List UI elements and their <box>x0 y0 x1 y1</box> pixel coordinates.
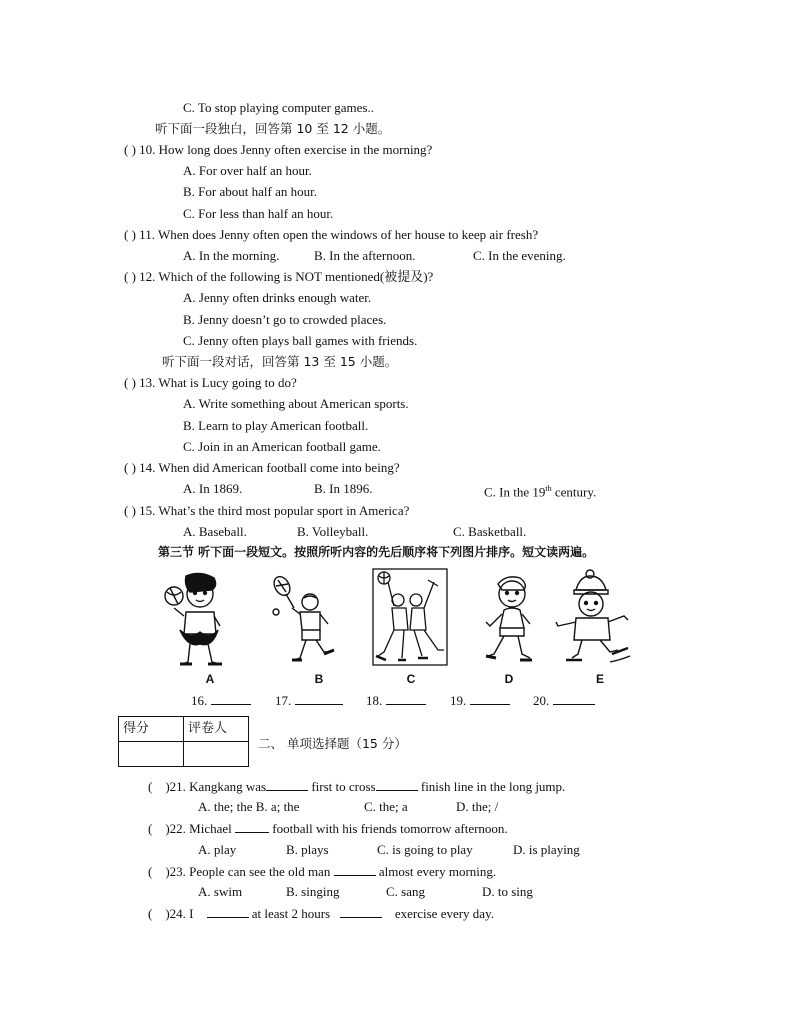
volleyball-players-icon <box>372 568 448 668</box>
q14-option-c: C. In the 19th century. <box>484 484 597 500</box>
q12-option-c: C. Jenny often plays ball games with friends. <box>183 333 418 348</box>
picture-label-b: B <box>314 672 324 686</box>
q14-option-a: A. In 1869. <box>183 481 243 496</box>
q13-option-c: C. Join in an American football game. <box>183 439 381 454</box>
answer-blank-17[interactable]: 17. <box>275 692 343 709</box>
score-table <box>118 716 249 767</box>
score-cell[interactable] <box>119 742 184 767</box>
q22-option-c: C. is going to play <box>377 842 473 857</box>
section3-title: 第三节 听下面一段短文。按照所听内容的先后顺序将下列图片排序。短文读两遍。 <box>158 545 595 559</box>
tennis-player-icon <box>268 568 338 668</box>
answer-blank-19[interactable]: 19. <box>450 692 510 709</box>
q23-option-c: C. sang <box>386 884 425 899</box>
answer-blank-18[interactable]: 18. <box>366 692 426 709</box>
q22-option-a: A. play <box>198 842 237 857</box>
question-23: ( )23. People can see the old man almost every morning. <box>148 864 497 879</box>
question-10 <box>124 142 432 158</box>
grader-header: 评卷人 <box>184 717 249 742</box>
q22-option-b: B. plays <box>286 842 329 857</box>
q22-option-d: D. is playing <box>513 842 580 857</box>
q10-option-c: C. For less than half an hour. <box>183 206 334 221</box>
q12-option-b: B. Jenny doesn’t go to crowded places. <box>183 312 387 327</box>
answer-paren[interactable]: ( ) <box>124 227 136 242</box>
question-text: 13. What is Lucy going to do? <box>139 375 297 390</box>
instruction-10-12: 听下面一段独白，回答第 10 至 12 小题。 <box>155 121 391 136</box>
picture-label-a: A <box>205 672 215 686</box>
part2-title: 二、 单项选择题（15 分） <box>258 736 407 751</box>
instruction-13-15: 听下面一段对话，回答第 13 至 15 小题。 <box>162 354 398 369</box>
girl-skating-icon <box>550 568 634 668</box>
q21-option-d: D. the; / <box>456 799 499 814</box>
q13-option-b: B. Learn to play American football. <box>183 418 369 433</box>
question-15 <box>124 503 409 519</box>
question-text: 15. What’s the third most popular sport in America? <box>139 503 410 518</box>
question-text: 14. When did American football come into being? <box>139 460 400 475</box>
q12-option-a: A. Jenny often drinks enough water. <box>183 290 372 305</box>
answer-paren[interactable]: ( ) <box>124 503 136 518</box>
grader-cell[interactable] <box>184 742 249 767</box>
picture-label-d: D <box>504 672 514 686</box>
answer-blank-20[interactable]: 20. <box>533 692 595 709</box>
q13-option-a: A. Write something about American sports. <box>183 396 409 411</box>
q15-option-a: A. Baseball. <box>183 524 247 539</box>
answer-paren[interactable]: ( ) <box>124 142 136 157</box>
q11-option-a: A. In the morning. <box>183 248 280 263</box>
question-13 <box>124 375 297 391</box>
q15-option-c: C. Basketball. <box>453 524 527 539</box>
q23-option-b: B. singing <box>286 884 340 899</box>
question-22: ( )22. Michael football with his friends tomorrow afternoon. <box>148 821 508 836</box>
q23-option-d: D. to sing <box>482 884 533 899</box>
question-11 <box>124 227 538 243</box>
picture-label-e: E <box>595 672 604 686</box>
q21-option-ab: A. the; the B. a; the <box>198 799 300 814</box>
question-12 <box>124 269 433 285</box>
answer-paren[interactable]: ( ) <box>124 460 136 475</box>
question-14 <box>124 460 400 476</box>
boy-holding-ball-icon <box>160 568 230 668</box>
q15-option-b: B. Volleyball. <box>297 524 369 539</box>
answer-paren[interactable]: ( ) <box>124 375 136 390</box>
question-24: ( )24. I at least 2 hours exercise every day. <box>148 906 494 921</box>
score-header: 得分 <box>119 717 184 742</box>
q21-option-c: C. the; a <box>364 799 408 814</box>
answer-blank-16[interactable]: 16. <box>191 692 251 709</box>
q11-option-c: C. In the evening. <box>473 248 566 263</box>
question-text: 12. Which of the following is NOT mentioned(被提及)? <box>139 269 434 284</box>
q10-option-a: A. For over half an hour. <box>183 163 312 178</box>
picture-label-c: C <box>406 672 416 686</box>
q23-option-a: A. swim <box>198 884 243 899</box>
question-text: 11. When does Jenny often open the windows of her house to keep air fresh? <box>139 227 539 242</box>
answer-paren[interactable]: ( ) <box>124 269 136 284</box>
q10-option-b: B. For about half an hour. <box>183 184 317 199</box>
q14-option-b: B. In 1896. <box>314 481 373 496</box>
question-text: 10. How long does Jenny often exercise in the morning? <box>139 142 433 157</box>
q9-option-c: C. To stop playing computer games.. <box>183 100 374 115</box>
q11-option-b: B. In the afternoon. <box>314 248 416 263</box>
question-21: ( )21. Kangkang was first to cross finish line in the long jump. <box>148 779 566 794</box>
boy-running-icon <box>476 568 546 668</box>
